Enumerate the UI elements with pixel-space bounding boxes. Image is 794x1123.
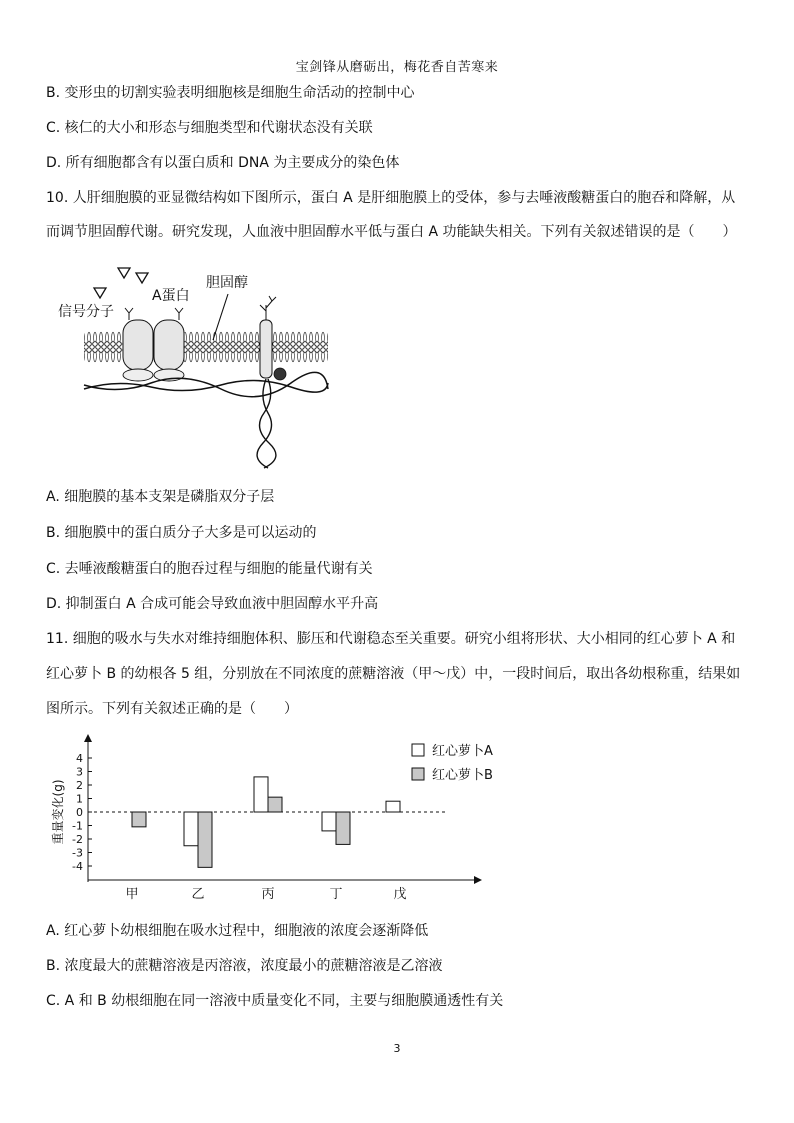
bar-b xyxy=(268,797,282,812)
y-tick-label: 0 xyxy=(76,806,83,819)
page-header-motto: 宝剑锋从磨砺出，梅花香自苦寒来 xyxy=(295,60,499,75)
label-signal-molecule: 信号分子 xyxy=(58,304,114,320)
bar-b xyxy=(198,812,212,867)
bar-a xyxy=(254,777,268,812)
legend-label: 红心萝卜A xyxy=(432,744,493,759)
bar-a xyxy=(184,812,198,846)
y-tick-label: 1 xyxy=(76,792,83,806)
legend-swatch xyxy=(412,768,424,780)
weight-change-bar-chart xyxy=(44,732,544,912)
protein-a-right xyxy=(154,320,184,370)
bar-a xyxy=(386,801,400,812)
y-tick-label: -4 xyxy=(72,860,83,873)
cell-membrane-diagram xyxy=(56,263,346,473)
option-9d: D. 所有细胞都含有以蛋白质和 DNA 为主要成分的染色体 xyxy=(46,155,400,171)
phospholipid-bilayer xyxy=(84,326,328,368)
x-tick-label: 乙 xyxy=(191,887,205,902)
option-11c: C. A 和 B 幼根细胞在同一溶液中质量变化不同，主要与细胞膜通透性有关 xyxy=(46,993,504,1009)
option-10c: C. 去唾液酸糖蛋白的胞吞过程与细胞的能量代谢有关 xyxy=(46,561,373,577)
signal-molecule xyxy=(118,268,130,278)
y-tick-label: -3 xyxy=(72,846,83,860)
signal-molecule xyxy=(136,273,148,283)
bar-a xyxy=(322,812,336,831)
legend-swatch xyxy=(412,744,424,756)
y-tick-label: 2 xyxy=(76,779,83,792)
x-tick-label: 戊 xyxy=(393,887,407,902)
y-axis-label: 重量变化(g) xyxy=(51,779,65,845)
x-axis-arrow xyxy=(474,876,482,884)
signal-molecule xyxy=(94,288,106,298)
x-tick-label: 丙 xyxy=(261,887,275,902)
label-cholesterol: 胆固醇 xyxy=(206,275,248,291)
page-number: 3 xyxy=(393,1042,401,1055)
x-tick-label: 甲 xyxy=(125,887,139,902)
legend-label: 红心萝卜B xyxy=(432,768,493,783)
question-10-stem-line1: 10. 人肝细胞膜的亚显微结构如下图所示，蛋白 A 是肝细胞膜上的受体，参与去唾液酸糖蛋白的胞吞和降解，从 xyxy=(46,190,736,206)
question-11-stem-line2: 红心萝卜 B 的幼根各 5 组，分别放在不同浓度的蔗糖溶液（甲～戊）中，一段时间后，取出各幼根称重，结果如 xyxy=(46,666,741,682)
y-tick-label: 3 xyxy=(76,765,83,779)
option-9c: C. 核仁的大小和形态与细胞类型和代谢状态没有关联 xyxy=(46,120,373,136)
bar-b xyxy=(336,812,350,844)
question-11-stem-line3: 图所示。下列有关叙述正确的是（ ） xyxy=(46,701,298,717)
option-9b: B. 变形虫的切割实验表明细胞核是细胞生命活动的控制中心 xyxy=(46,85,415,101)
y-tick-label: 4 xyxy=(76,752,83,765)
transmembrane-protein xyxy=(260,320,272,378)
option-11a: A. 红心萝卜幼根细胞在吸水过程中，细胞液的浓度会逐渐降低 xyxy=(46,923,429,939)
option-10b: B. 细胞膜中的蛋白质分子大多是可以运动的 xyxy=(46,525,317,541)
question-10-stem-line2: 而调节胆固醇代谢。研究发现，人血液中胆固醇水平低与蛋白 A 功能缺失相关。下列有关叙述错误的是（ ） xyxy=(46,224,737,240)
y-axis-arrow xyxy=(84,734,92,742)
y-tick-label: -1 xyxy=(72,819,83,833)
question-11-stem-line1: 11. 细胞的吸水与失水对维持细胞体积、膨压和代谢稳态至关重要。研究小组将形状、大小相同的红心萝卜 A 和 xyxy=(46,631,736,647)
x-tick-label: 丁 xyxy=(329,887,343,902)
option-11b: B. 浓度最大的蔗糖溶液是丙溶液，浓度最小的蔗糖溶液是乙溶液 xyxy=(46,958,443,974)
y-tick-label: -2 xyxy=(72,833,83,846)
option-10a: A. 细胞膜的基本支架是磷脂双分子层 xyxy=(46,489,275,505)
label-protein-a: A蛋白 xyxy=(152,288,190,304)
option-10d: D. 抑制蛋白 A 合成可能会导致血液中胆固醇水平升高 xyxy=(46,596,379,612)
protein-a-left xyxy=(123,320,153,370)
bar-b xyxy=(132,812,146,827)
